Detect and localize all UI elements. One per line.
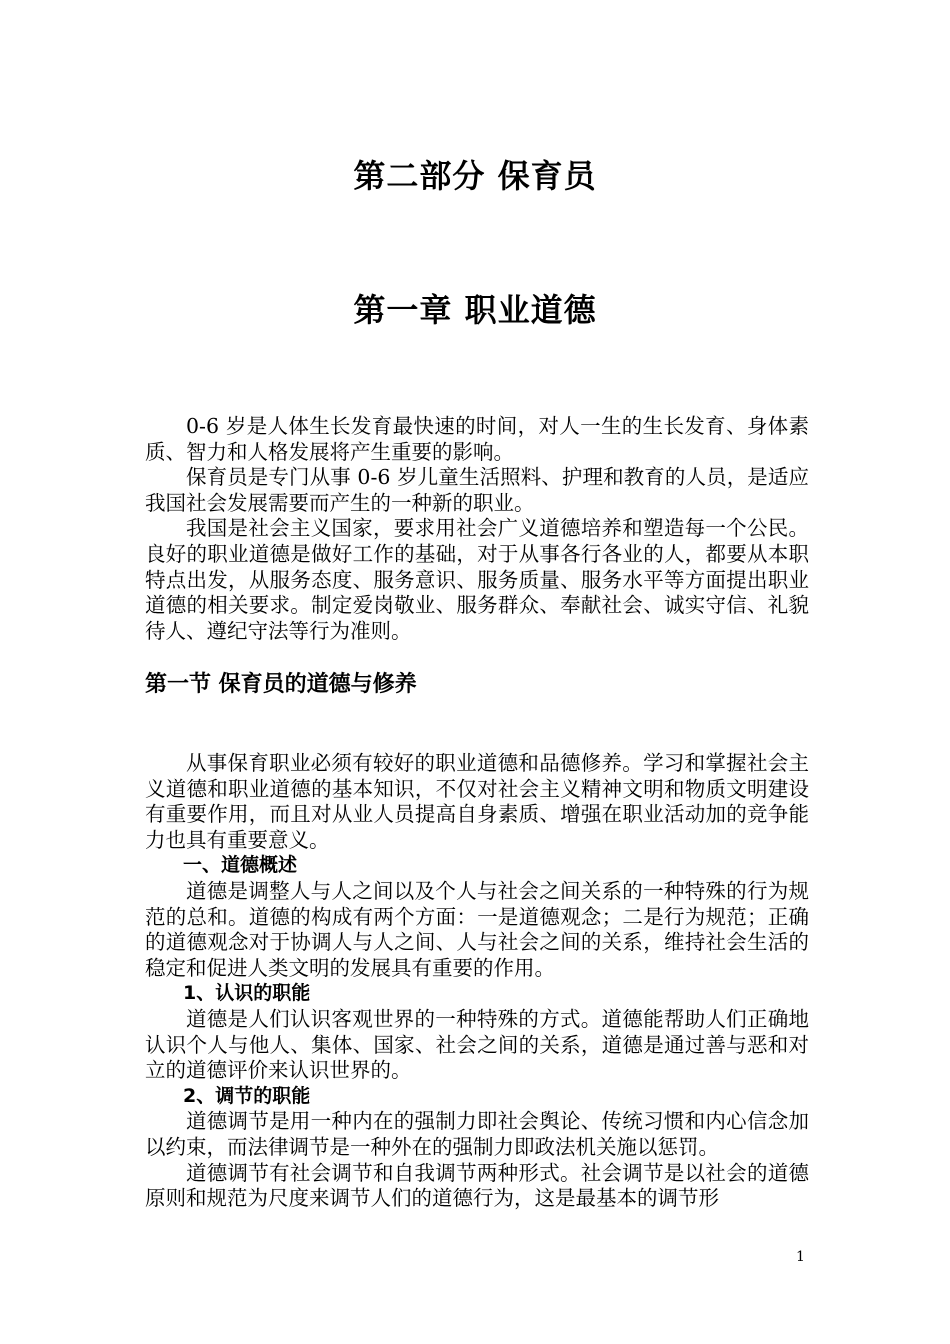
subheading-cognitive-function: 1、认识的职能 [183, 982, 311, 1005]
section-body [145, 751, 809, 1212]
intro-text [145, 414, 809, 644]
section-title: 第一节 保育员的道德与修养 [145, 672, 417, 697]
paragraph: 道德调节有社会调节和自我调节两种形式。社会调节是以社会的道德原则和规范为尺度来调节人们的道德行为，这是最基本的调节形 [145, 1160, 809, 1211]
part-title: 第二部分 保育员 [353, 157, 597, 195]
page-number: 1 [796, 1249, 805, 1265]
chapter-title: 第一章 职业道德 [353, 291, 597, 329]
paragraph: 道德是人们认识客观世界的一种特殊的方式。道德能帮助人们正确地认识个人与他人、集体、国家、社会之间的关系，道德是通过善与恶和对立的道德评价来认识世界的。 [145, 1006, 809, 1083]
paragraph: 保育员是专门从事 0-6 岁儿童生活照料、护理和教育的人员，是适应我国社会发展需要而产生的一种新的职业。 [145, 465, 809, 515]
paragraph: 道德调节是用一种内在的强制力即社会舆论、传统习惯和内心信念加以约束，而法律调节是一种外在的强制力即政法机关施以惩罚。 [145, 1109, 809, 1159]
paragraph: 我国是社会主义国家，要求用社会广义道德培养和塑造每一个公民。良好的职业道德是做好工作的基础，对于从事各行各业的人，都要从本职特点出发，从服务态度、服务意识、服务质量、服务水平等方面提出职业道德的相关要求。制定爱岗敬业、服务群众、奉献社会、诚实守信、礼貌待人、遵纪守法等行为准则。 [145, 516, 809, 643]
paragraph: 从事保育职业必须有较好的职业道德和品德修养。学习和掌握社会主义道德和职业道德的基本知识，不仅对社会主义精神文明和物质文明建设有重要作用，而且对从业人员提高自身素质、增强在职业活动加的竞争能力也具有重要意义。 [145, 751, 809, 852]
subheading-ethics-overview: 一、道德概述 [183, 854, 298, 877]
paragraph: 0-6 岁是人体生长发育最快速的时间，对人一生的生长发育、身体素质、智力和人格发展将产生重要的影响。 [145, 414, 809, 464]
subheading-regulating-function: 2、调节的职能 [183, 1084, 311, 1107]
paragraph: 道德是调整人与人之间以及个人与社会之间关系的一种特殊的行为规范的总和。道德的构成有两个方面：一是道德观念；二是行为规范；正确的道德观念对于协调人与人之间、人与社会之间的关系，维持社会生活的稳定和促进人类文明的发展具有重要的作用。 [145, 878, 809, 980]
